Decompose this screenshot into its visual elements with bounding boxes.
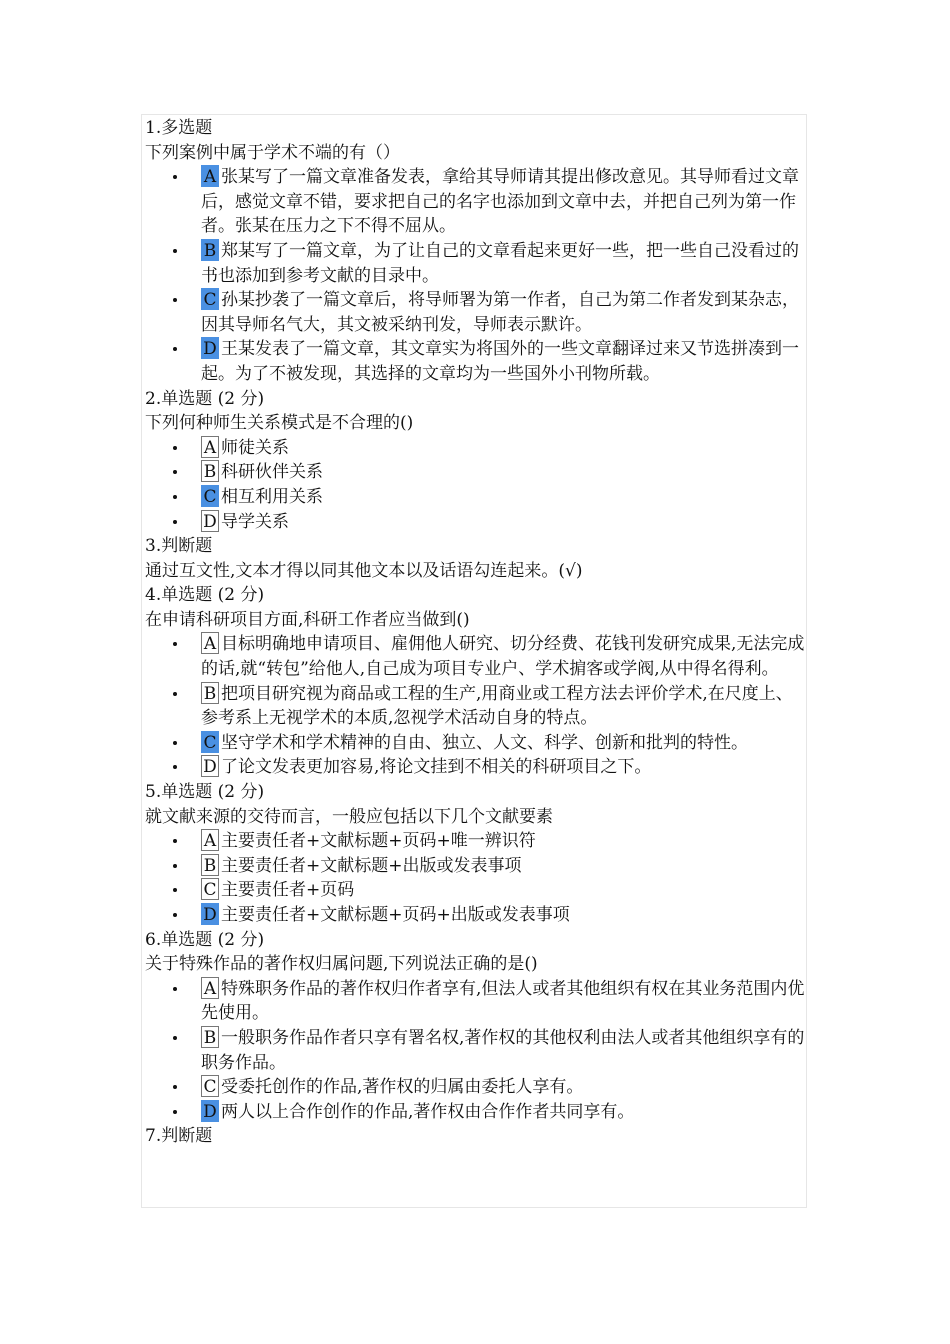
option-a[interactable]: [201, 436, 805, 461]
option-letter-box[interactable]: A: [201, 436, 219, 458]
bullet-icon: [173, 470, 177, 474]
question-1: [145, 116, 805, 387]
question-type-label: 7.判断题: [145, 1126, 213, 1147]
option-letter-box[interactable]: D: [201, 755, 219, 777]
option-b[interactable]: [201, 239, 805, 288]
option-b[interactable]: [201, 682, 805, 731]
question-type-label: 1.多选题: [145, 118, 213, 138]
option-a[interactable]: [201, 829, 805, 854]
option-c[interactable]: [201, 485, 805, 510]
option-letter-box[interactable]: B: [201, 854, 219, 876]
question-stem: 通过互文性,文本才得以同其他文本以及话语勾连起来。(√): [145, 560, 583, 581]
option-c[interactable]: [201, 878, 805, 903]
option-text: 王某发表了一篇文章，其文章实为将国外的一些文章翻译过来又节选拼凑到一起。为了不被发现，其选择的文章均为一些国外小刊物所载。: [201, 339, 799, 384]
question-stem: 在申请科研项目方面,科研工作者应当做到(): [145, 609, 470, 630]
option-text: 主要责任者+文献标题+页码+唯一辨识符: [221, 831, 536, 852]
option-letter-box[interactable]: D: [201, 903, 219, 925]
option-letter-box[interactable]: A: [201, 165, 219, 187]
option-list: [145, 436, 805, 534]
option-letter-box[interactable]: A: [201, 829, 219, 851]
bullet-icon: [173, 446, 177, 450]
question-5: [145, 780, 805, 928]
option-text: 目标明确地申请项目、雇佣他人研究、切分经费、花钱刊发研究成果,无法完成的话,就“转包”给他人,自己成为项目专业户、学术掮客或学阀,从中得名得利。: [201, 634, 805, 680]
option-letter-box[interactable]: D: [201, 510, 219, 532]
option-d[interactable]: [201, 510, 805, 535]
option-letter-box[interactable]: B: [201, 239, 219, 261]
bullet-icon: [173, 347, 177, 351]
option-letter-box[interactable]: A: [201, 977, 219, 999]
question-stem: 下列案例中属于学术不端的有（）: [145, 142, 400, 163]
option-text: 科研伙伴关系: [221, 462, 323, 483]
bullet-icon: [173, 1110, 177, 1114]
option-text: 受委托创作的作品,著作权的归属由委托人享有。: [221, 1077, 584, 1098]
bullet-icon: [173, 839, 177, 843]
option-text: 主要责任者+文献标题+页码+出版或发表事项: [221, 905, 570, 925]
bullet-icon: [173, 1085, 177, 1089]
option-text: 导学关系: [221, 511, 289, 532]
question-type-label: 3.判断题: [145, 536, 213, 557]
option-list: [145, 165, 805, 386]
question-4: [145, 583, 805, 780]
option-c[interactable]: [201, 288, 805, 337]
option-text: 了论文发表更加容易,将论文挂到不相关的科研项目之下。: [221, 757, 652, 778]
question-stem: 关于特殊作品的著作权归属问题,下列说法正确的是(): [145, 954, 538, 975]
option-text: 师徒关系: [221, 437, 289, 458]
question-type-label: 6.单选题 (2 分): [145, 929, 265, 950]
option-c[interactable]: [201, 1075, 805, 1100]
option-d[interactable]: [201, 755, 805, 780]
option-c[interactable]: [201, 731, 805, 756]
option-letter-box[interactable]: A: [201, 632, 219, 654]
bullet-icon: [173, 692, 177, 696]
bullet-icon: [173, 175, 177, 179]
option-a[interactable]: [201, 165, 805, 239]
quiz-content: [145, 116, 805, 1149]
question-stem: 就文献来源的交待而言，一般应包括以下几个文献要素: [145, 806, 553, 827]
question-3: [145, 534, 805, 583]
bullet-icon: [173, 495, 177, 499]
question-type-label: 5.单选题 (2 分): [145, 782, 265, 803]
option-letter-box[interactable]: B: [201, 682, 219, 704]
option-list: [145, 829, 805, 927]
option-list: [145, 632, 805, 780]
option-text: 张某写了一篇文章准备发表，拿给其导师请其提出修改意见。其导师看过文章后，感觉文章不错，要求把自己的名字也添加到文章中去，并把自己列为第一作者。张某在压力之下不得不屈从。: [201, 167, 799, 237]
option-text: 主要责任者+文献标题+出版或发表事项: [221, 855, 522, 876]
option-letter-box[interactable]: C: [201, 731, 219, 753]
bullet-icon: [173, 864, 177, 868]
question-7: [145, 1124, 805, 1149]
page-frame: [141, 114, 807, 1208]
option-b[interactable]: [201, 854, 805, 879]
option-letter-box[interactable]: C: [201, 288, 219, 310]
option-letter-box[interactable]: B: [201, 1026, 219, 1048]
bullet-icon: [173, 249, 177, 253]
question-2: [145, 387, 805, 535]
option-text: 把项目研究视为商品或工程的生产,用商业或工程方法去评价学术,在尺度上、参考系上无视学术的本质,忽视学术活动自身的特点。: [201, 683, 793, 729]
bullet-icon: [173, 298, 177, 302]
bullet-icon: [173, 765, 177, 769]
option-letter-box[interactable]: C: [201, 1075, 219, 1097]
option-b[interactable]: [201, 460, 805, 485]
option-text: 郑某写了一篇文章，为了让自己的文章看起来更好一些，把一些自己没看过的书也添加到参考文献的目录中。: [201, 240, 799, 286]
option-text: 坚守学术和学术精神的自由、独立、人文、科学、创新和批判的特性。: [221, 732, 748, 753]
question-type-label: 4.单选题 (2 分): [145, 585, 265, 606]
option-text: 一般职务作品作者只享有署名权,著作权的其他权利由法人或者其他组织享有的职务作品。: [201, 1027, 805, 1073]
option-letter-box[interactable]: C: [201, 878, 219, 900]
option-d[interactable]: [201, 337, 805, 386]
bullet-icon: [173, 741, 177, 745]
option-d[interactable]: [201, 903, 805, 928]
bullet-icon: [173, 1036, 177, 1040]
bullet-icon: [173, 913, 177, 917]
option-text: 相互利用关系: [221, 486, 323, 507]
option-letter-box[interactable]: D: [201, 337, 219, 359]
option-a[interactable]: [201, 977, 805, 1026]
question-stem: 下列何种师生关系模式是不合理的(): [145, 413, 414, 434]
bullet-icon: [173, 642, 177, 646]
question-6: [145, 928, 805, 1125]
option-text: 孙某抄袭了一篇文章后，将导师署为第一作者，自己为第二作者发到某杂志，因其导师名气大，其文被采纳刊发，导师表示默许。: [201, 290, 799, 335]
question-type-label: 2.单选题 (2 分): [145, 388, 265, 409]
option-list: [145, 977, 805, 1125]
option-letter-box[interactable]: D: [201, 1100, 219, 1122]
option-text: 两人以上合作创作的作品,著作权由合作作者共同享有。: [221, 1101, 635, 1122]
option-b[interactable]: [201, 1026, 805, 1075]
option-letter-box[interactable]: B: [201, 460, 219, 482]
option-d[interactable]: [201, 1100, 805, 1125]
option-text: 特殊职务作品的著作权归作者享有,但法人或者其他组织有权在其业务范围内优先使用。: [201, 978, 805, 1024]
bullet-icon: [173, 987, 177, 991]
option-a[interactable]: [201, 632, 805, 681]
bullet-icon: [173, 888, 177, 892]
option-letter-box[interactable]: C: [201, 485, 219, 507]
option-text: 主要责任者+页码: [221, 880, 355, 901]
bullet-icon: [173, 520, 177, 524]
